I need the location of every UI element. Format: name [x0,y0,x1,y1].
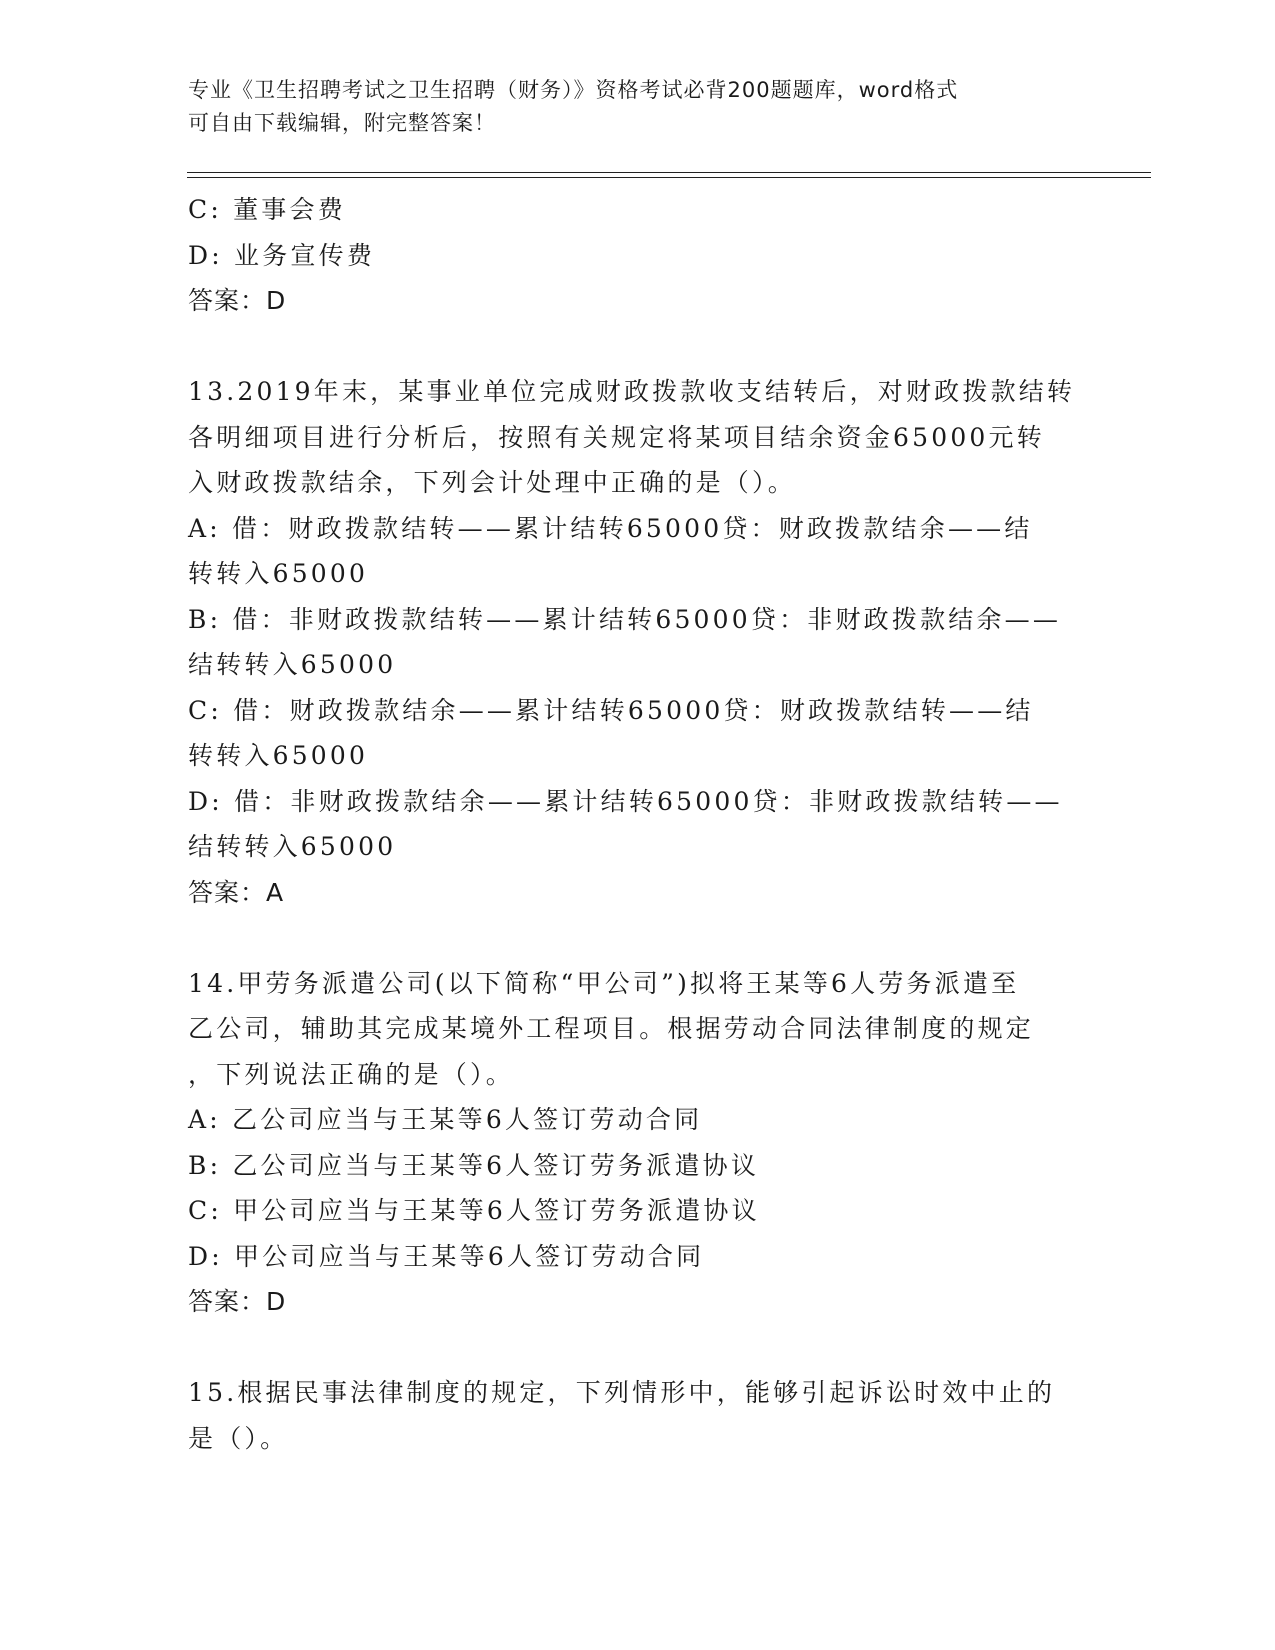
question-13 [188,369,1088,915]
q12-option-d: D: 业务宣传费 [188,240,376,270]
q12-answer: 答案：D [188,286,287,315]
q14-stem-line: 乙公司，辅助其完成某境外工程项目。根据劳动合同法律制度的规定 [188,1014,1035,1043]
q13-option-b-cont: 结转转入65000 [188,650,397,679]
q15-stem-line: 是（）。 [188,1423,289,1453]
q14-answer: 答案：D [188,1287,287,1316]
spacer [188,324,1088,370]
q13-option-c: C: 借：财政拨款结余——累计结转65000贷：财政拨款结转——结 [188,695,1034,725]
q14-option-a: A: 乙公司应当与王某等6人签订劳动合同 [188,1105,703,1134]
question-content [188,187,1088,1461]
q12-option-c: C: 董事会费 [188,195,346,224]
q15-stem-line: 15.根据民事法律制度的规定，下列情形中，能够引起诉讼时效中止的 [188,1378,1056,1407]
q14-option-d: D: 甲公司应当与王某等6人签订劳动合同 [188,1241,705,1271]
q14-stem-line: ，下列说法正确的是（）。 [188,1059,514,1089]
question-15 [188,1370,1088,1461]
header-title-line-2: 可自由下载编辑，附完整答案！ [188,111,496,135]
spacer [188,1325,1088,1371]
header-divider-top [187,172,1151,173]
q13-option-c-cont: 转转入65000 [188,741,369,770]
q13-option-a: A: 借：财政拨款结转——累计结转65000贷：财政拨款结余——结 [188,513,1033,543]
q14-option-c: C: 甲公司应当与王某等6人签订劳务派遣协议 [188,1196,760,1225]
q13-option-a-cont: 转转入65000 [188,559,369,588]
question-12-tail [188,187,1088,324]
header-divider-bottom [187,177,1151,178]
q13-stem-line: 各明细项目进行分析后，按照有关规定将某项目结余资金65000元转 [188,422,1045,452]
q14-option-b: B: 乙公司应当与王某等6人签订劳务派遣协议 [188,1150,760,1180]
document-header [188,74,1068,140]
q13-answer: 答案：A [188,877,285,907]
spacer [188,915,1088,961]
q13-stem-line: 入财政拨款结余，下列会计处理中正确的是（）。 [188,468,796,497]
question-14 [188,961,1088,1325]
header-title-line-1: 专业《卫生招聘考试之卫生招聘（财务）》资格考试必背200题题库，word格式 [188,78,959,102]
q13-stem-line: 13.2019年末，某事业单位完成财政拨款收支结转后，对财政拨款结转 [188,377,1076,406]
q13-option-d-cont: 结转转入65000 [188,832,397,861]
q13-option-d: D: 借：非财政拨款结余——累计结转65000贷：非财政拨款结转—— [188,786,1063,816]
q13-option-b: B: 借：非财政拨款结转——累计结转65000贷：非财政拨款结余—— [188,604,1062,634]
q14-stem-line: 14.甲劳务派遣公司(以下简称“甲公司”)拟将王某等6人劳务派遣至 [188,968,1020,998]
